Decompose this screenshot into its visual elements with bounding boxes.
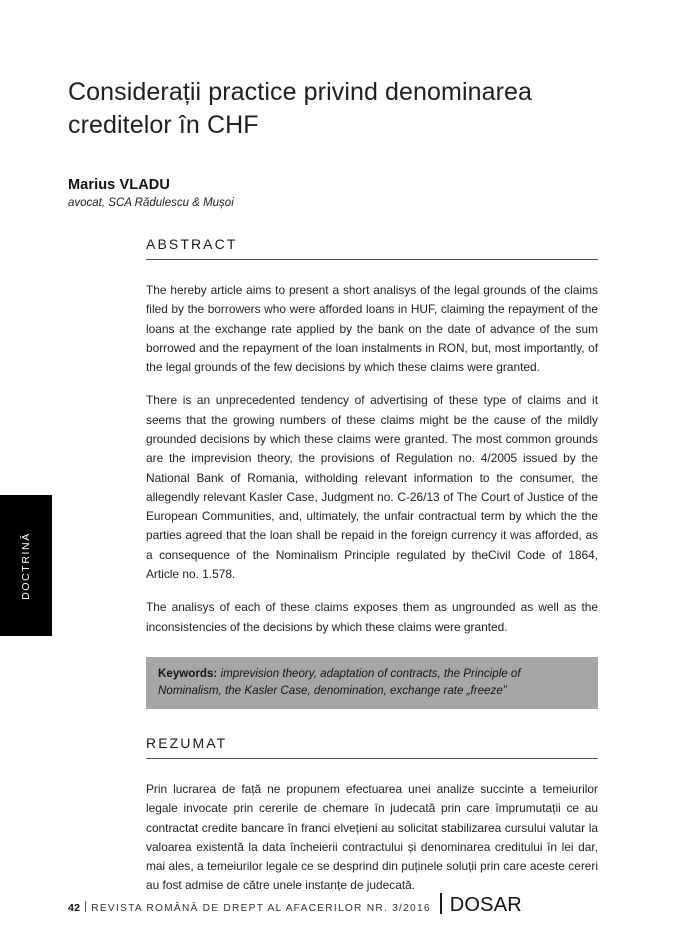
abstract-paragraph: There is an unprecedented tendency of advertising of these type of claims and it seems that the growing numbers of these claims might be the cause of the mildly grounded decisions by which these claims were granted. The most common grounds are the imprevision theory, the provisions of Regulation no. 4/2005 issued by the National Bank of Romania, witholding relevant information to the consumer, the allegendly relevant Kasler Case, Judgment no. C-26/13 of The Court of Justice of the European Communities, and, ultimately, the unfair contractual term by which the the parties agreed that the loan shall be repaid in the foreign currency it was afforded, as a consequence of the Nominalism Principle regulated by theCivil Code of 1864, Article no. 1.578. [146,393,598,581]
title-block [68,76,608,142]
abstract-heading: ABSTRACT [146,236,598,260]
rezumat-paragraph: Prin lucrarea de față ne propunem efectuarea unei analize succinte a temeiurilor legale invocate prin cererile de chemare în judecată prin care împrumutații ce au contractat credite bancare în franci elvețieni au solicitat stabilizarea cursului valutar la valoarea existentă la data încheierii contractului și denominarea creditului în lei dar, mai ales, a temeiurilor legale ce se desprind din puținele soluții prin care aceste cereri au fost admise de către unele instanțe de judecată. [146,782,598,893]
footer-section-name: DOSAR [449,894,522,916]
page-title: Considerații practice privind denominarea creditelor în CHF [68,78,533,139]
footer-divider-thick [440,893,442,914]
abstract-paragraph: The analisys of each of these claims exposes them as ungrounded as well as the inconsistencies of the decisions by which these claims were granted. [146,600,598,634]
footer-journal-name: REVISTA ROMÂNĂ DE DREPT AL AFACERILOR NR. 3/2016 [91,903,431,914]
page-footer [68,890,522,917]
rezumat-heading: REZUMAT [146,735,598,759]
author-block [68,176,608,212]
keywords-label: Keywords: [158,666,218,680]
footer-page-number: 42 [68,902,81,914]
author-affiliation: avocat, SCA Rădulescu & Mușoi [68,197,234,210]
content-column [146,236,598,896]
author-name: Marius VLADU [68,177,170,193]
footer-divider [85,901,86,912]
section-tab-label: DOCTRINĂ [20,531,32,600]
abstract-paragraph: The hereby article aims to present a short analisys of the legal grounds of the claims filed by the borrowers who were afforded loans in HUF, claiming the repayment of the loans at the exchange rate applied by the bank on the date of advance of the sum borrowed and the repayment of the loan instalments in RON, but, most importantly, of the legal grounds of the few decisions by which these claims were granted. [146,283,598,375]
section-tab-doctrina [0,495,52,636]
keywords-list: imprevision theory, adaptation of contracts, the Principle of Nominalism, the Kasler Case, denomination, exchange rate „freeze” [158,666,521,698]
keywords-box [146,657,598,709]
